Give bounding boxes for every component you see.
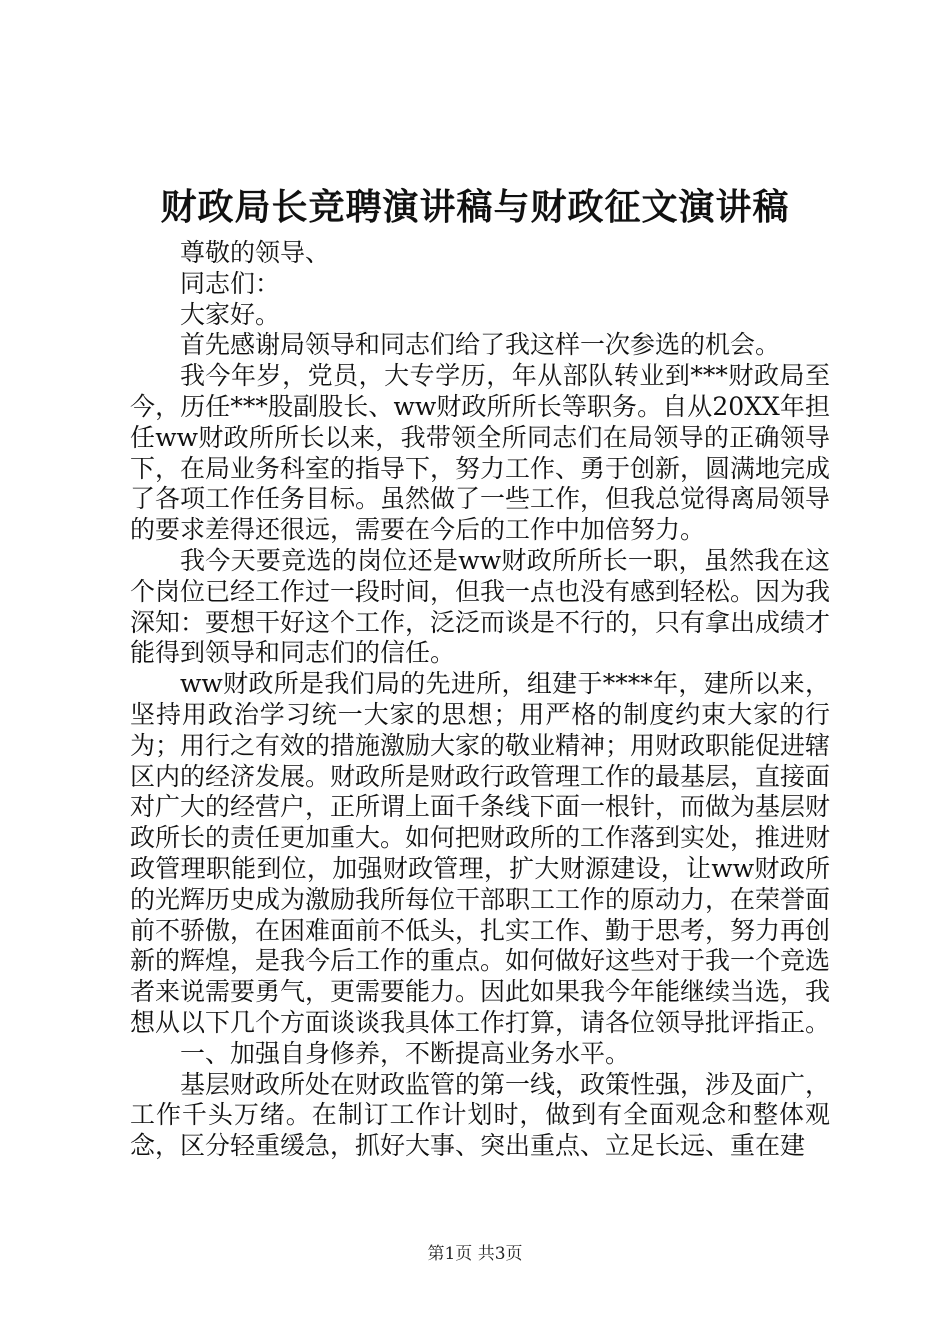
page-footer: 第1页 共3页 [427, 1244, 523, 1264]
body-paragraph: 基层财政所处在财政监管的第一线，政策性强，涉及面广，工作千头万绪。在制订工作计划时，做到有全面观念和整体观念，区分轻重缓急，抓好大事、突出重点、立足长远、重在建 [130, 1069, 831, 1161]
body-paragraph: ww财政所是我们局的先进所，组建于****年，建所以来，坚持用政治学习统一大家的思想；用严格的制度约束大家的行为；用行之有效的措施激励大家的敬业精神；用财政职能促进辖区内的经济发展。财政所是财政行政管理工作的最基层，直接面对广大的经营户，正所谓上面千条线下面一根针，而做为基层财政所长的责任更加重大。如何把财政所的工作落到实处，推进财政管理职能到位，加强财政管理，扩大财源建设，让ww财政所的光辉历史成为激励我所每位干部职工工作的原动力，在荣誉面前不骄傲，在困难面前不低头，扎实工作、勤于思考，努力再创新的辉煌，是我今后工作的重点。如何做好这些对于我一个竞选者来说需要勇气，更需要能力。因此如果我今年能继续当选，我想从以下几个方面谈谈我具体工作打算，请各位领导批评指正。 [130, 669, 831, 1037]
body-paragraph: 我今年岁，党员，大专学历，年从部队转业到***财政局至今，历任***股副股长、ww财政所所长等职务。自从20XX年担任ww财政所所长以来，我带领全所同志们在局领导的正确领导下，在局业务科室的指导下，努力工作、勇于创新，圆满地完成了各项工作任务目标。虽然做了一些工作，但我总觉得离局领导的要求差得还很远，需要在今后的工作中加倍努力。 [130, 361, 831, 545]
salutation-line-2: 同志们： [180, 268, 281, 298]
body-paragraph: 我今天要竞选的岗位还是ww财政所所长一职，虽然我在这个岗位已经工作过一段时间，但我一点也没有感到轻松。因为我深知：要想干好这个工作，泛泛而谈是不行的，只有拿出成绩才能得到领导和同志们的信任。 [130, 545, 831, 668]
section-heading: 一、加强自身修养，不断提高业务水平。 [180, 1038, 631, 1068]
document-title: 财政局长竞聘演讲稿与财政征文演讲稿 [160, 186, 790, 228]
document-body [130, 238, 830, 1162]
body-paragraph: 首先感谢局领导和同志们给了我这样一次参选的机会。 [180, 330, 781, 360]
salutation-line-1: 尊敬的领导、 [180, 238, 331, 267]
greeting-line: 大家好。 [180, 299, 281, 329]
